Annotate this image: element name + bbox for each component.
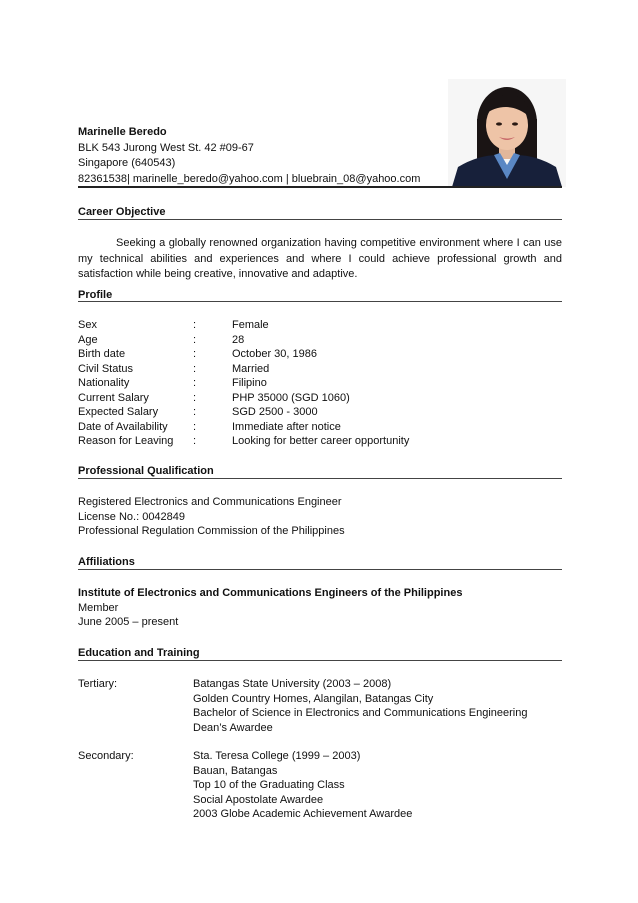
education-detail: Social Apostolate Awardee	[193, 793, 324, 806]
profile-heading: Profile	[78, 289, 113, 301]
qualification-heading: Professional Qualification	[78, 465, 214, 477]
header-divider	[78, 186, 562, 188]
education-level-label: Tertiary:	[78, 678, 118, 690]
affiliation-role: Member	[78, 601, 119, 614]
resume-page: Marinelle Beredo BLK 543 Jurong West St. 42 #09-67 Singapore (640543) 82361538| marinelle_beredo@yahoo.com | bluebrain_08@yahoo.com Career Objective Seeking a globally renowned organization having competitive environment where I can use my technical abilities and experiences and where I could achieve professional growth and satisfaction while being creative, innovative and adaptive. Profile Sex : Female Age : 28 Birth date : October 30, 1986 Civil Status : Married Nationality : Filipino Current Salary : PHP 35000 (SGD 1060) Expected Salary : SGD 2500 - 3000 Date of Availability : Immediate after notice Reason for Leaving : Looking for better career opportunity Professional Qualification Registered Electronics and Communications Engineer License No.: 0042849 Professional Regulation Commission of the Philippines Affiliations Institute of Electronics and Communications Engineers of the Philippines Member June 2005 – present Education and Training Tertiary: Batangas State University (2003 – 2008) Golden Country Homes, Alangilan, Batangas City Bachelor of Science in Electronics and Communications Engineering Dean’s Awardee Secondary: Sta. Teresa College (1999 – 2003) Bauan, Batangas Top 10 of the Graduating Class Social Apostolate Awardee 2003 Globe Academic Achievement Awardee	[0, 0, 638, 903]
affiliation-organization: Institute of Electronics and Communications Engineers of the Philippines	[78, 587, 463, 599]
profile-rule	[78, 301, 562, 302]
phone-email-line: 82361538| marinelle_beredo@yahoo.com | bluebrain_08@yahoo.com	[78, 172, 421, 185]
education-heading: Education and Training	[78, 647, 200, 659]
education-detail: Top 10 of the Graduating Class	[193, 779, 345, 791]
career-objective-rule	[78, 219, 562, 220]
education-detail: Bauan, Batangas	[193, 764, 278, 777]
education-level-label: Secondary:	[78, 750, 134, 762]
education-detail: Bachelor of Science in Electronics and Communications Engineering	[193, 707, 528, 719]
education-rule	[78, 660, 562, 661]
education-detail: 2003 Globe Academic Achievement Awardee	[193, 808, 413, 820]
qualification-line: Professional Regulation Commission of the Philippines	[78, 525, 345, 537]
address-line-1: BLK 543 Jurong West St. 42 #09-67	[78, 141, 254, 154]
education-detail: Sta. Teresa College (1999 – 2003)	[193, 750, 361, 762]
contact-block	[78, 125, 438, 187]
applicant-photo	[448, 79, 566, 187]
education-detail: Dean’s Awardee	[193, 721, 273, 734]
affiliations-heading: Affiliations	[78, 556, 135, 568]
applicant-name: Marinelle Beredo	[78, 126, 167, 138]
affiliations-rule	[78, 569, 562, 570]
qualification-line: License No.: 0042849	[78, 510, 186, 523]
career-objective-text: Seeking a globally renowned organization having competitive environment where I can use my technical abilities and experiences and where I could achieve professional growth and satisfaction while being creative, innovative and adaptive.	[78, 237, 562, 280]
education-detail: Golden Country Homes, Alangilan, Batangas City	[193, 692, 434, 705]
career-objective-heading: Career Objective	[78, 206, 166, 218]
affiliation-period: June 2005 – present	[78, 616, 179, 628]
education-detail: Batangas State University (2003 – 2008)	[193, 678, 392, 690]
qualification-line: Registered Electronics and Communications Engineer	[78, 496, 342, 508]
address-line-2: Singapore (640543)	[78, 157, 176, 169]
qualification-rule	[78, 478, 562, 479]
